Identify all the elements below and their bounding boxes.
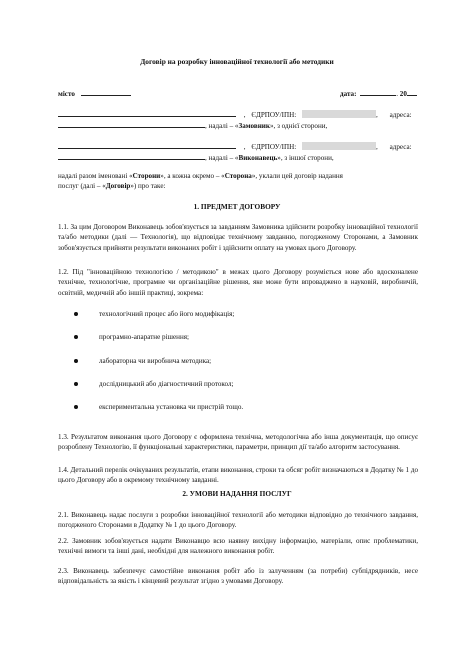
bullet-dot	[74, 312, 78, 316]
customer-address-label: адреса:	[389, 111, 412, 119]
customer-name-field[interactable]	[58, 109, 236, 117]
bullet-dot	[74, 382, 78, 386]
clause-2-3: 2.3. Виконавець забезпечує самостійне виконання робіт або із залученням (за потреби) субпідрядників, несе відповідальність за якість і кінцевий результат згідно з умовами Договору.	[58, 567, 418, 586]
bullet-dot	[74, 359, 78, 363]
date-year-prefix: 20	[399, 90, 407, 98]
date-separator: .	[396, 90, 398, 98]
section-1-heading: 1. ПРЕДМЕТ ДОГОВОРУ	[193, 202, 281, 211]
executor-address-field[interactable]	[58, 152, 205, 160]
executor-role: Виконавець	[238, 154, 278, 162]
executor-edrpou-field[interactable]	[302, 142, 376, 150]
executor-row-2: , надалі – «Виконавець», з іншої сторони,	[58, 152, 334, 163]
clause-1-4: 1.4. Детальний перелік очікуваних результатів, етапи виконання, строки та обсяг робіт визначаються в Додатку № 1 до цього Договору або в окремому технічному завданні.	[58, 466, 418, 485]
document-title: Договір на розробку інноваційної технології або методики	[140, 57, 334, 66]
customer-edrpou-label: ЄДРПОУ/ІПН:	[251, 111, 297, 119]
bullet-dot	[74, 335, 78, 339]
customer-row-1: , ЄДРПОУ/ІПН: , адреса:	[58, 109, 412, 120]
customer-role: Замовник	[238, 122, 270, 130]
executor-address-label: адреса:	[389, 143, 412, 151]
executor-row-1: , ЄДРПОУ/ІПН: , адреса:	[58, 141, 412, 152]
date-day-field[interactable]	[360, 88, 396, 96]
section-2-heading: 2. УМОВИ НАДАННЯ ПОСЛУГ	[182, 489, 292, 498]
date-label: дата:	[340, 90, 357, 98]
preamble-line-1: надалі разом іменовані «Сторони», а кожна окремо – «Сторона», уклали цей договір надання	[58, 172, 343, 180]
customer-row-2: , надалі – «Замовник», з однієї сторони,	[58, 120, 327, 131]
document-page: Договір на розробку інноваційної технології або методики місто дата: . 20 , ЄДРПОУ/ІПН: , адреса: , надалі – «Замовник», з однієї сторони, , ЄДРПОУ/ІПН: , адреса: , надалі – «Виконавець», з іншої сторони, надалі разом іменовані «Сторони», а кожна окремо – «Сторона», уклали цей договір надання послуг (далі – «Договір») про таке: 1. ПРЕДМЕТ ДОГОВОРУ 1.1. За цим Договором Виконавець зобов'язується за завданням Замовника здійснити розробку інноваційної технології та/або методики (далі — Технологія), що відповідає технічному завданню, погодженому Сторонами, а Замовник зобов'язується прийняти результати виконаних робіт і здійснити оплату на умовах цього Договору. 1.2. Під "інноваційною технологією / методикою" в межах цього Договору розуміється нове або вдосконалене технічне, технологічне, програмне чи організаційне рішення, яке може бути впроваджено в науковій, виробничій, освітній, медичній або іншій практиці, зокрема: технологічний процес або його модифікація; програмно-апаратне рішення; лабораторна чи виробнича методика; дослідницький або діагностичний протокол; експериментальна установка чи пристрій тощо. 1.3. Результатом виконання цього Договору є оформлена технічна, методологічна або інша документація, що описує розроблену Технологію, її функціональні характеристики, параметри, принцип дії та/або алгоритм застосування. 1.4. Детальний перелік очікуваних результатів, етапи виконання, строки та обсяг робіт визначаються в Додатку № 1 до цього Договору або в окремому технічному завданні. 2. УМОВИ НАДАННЯ ПОСЛУГ 2.1. Виконавець надає послуги з розробки інноваційної технології або методики відповідно до технічного завдання, погодженого Сторонами в Додатку № 1 до цього Договору. 2.2. Замовник зобов'язується надати Виконавцю всю наявну вихідну інформацію, матеріали, опис проблематики, технічні вимоги та інші дані, необхідні для належного виконання робіт. 2.3. Виконавець забезпечує самостійне виконання робіт або із залученням (за потреби) субпідрядників, несе відповідальність за якість і кінцевий результат згідно з умовами Договору.	[0, 0, 474, 670]
preamble-line-2: послуг (далі – «Договір») про таке:	[58, 182, 166, 190]
customer-address-field[interactable]	[58, 120, 205, 128]
executor-edrpou-label: ЄДРПОУ/ІПН:	[251, 143, 297, 151]
date-row	[340, 88, 417, 99]
city-row	[58, 88, 131, 99]
city-field[interactable]	[81, 88, 131, 96]
date-year-field[interactable]	[407, 88, 417, 96]
clause-1-1: 1.1. За цим Договором Виконавець зобов'язується за завданням Замовника здійснити розробку інноваційної технології та/або методики (далі — Технологія), що відповідає технічному завданню, погодженому Сторонами, а Замовник зобов'язується прийняти результати виконаних робіт і здійснити оплату на умовах цього Договору.	[58, 223, 418, 252]
clause-1-3: 1.3. Результатом виконання цього Договору є оформлена технічна, методологічна або інша документація, що описує розроблену Технологію, її функціональні характеристики, параметри, принцип дії та/або алгоритм застосування.	[58, 433, 418, 452]
executor-name-field[interactable]	[58, 141, 236, 149]
bullet-dot	[74, 405, 78, 409]
clause-2-1: 2.1. Виконавець надає послуги з розробки інноваційної технології або методики відповідно до технічного завдання, погодженого Сторонами в Додатку № 1 до цього Договору.	[58, 511, 418, 530]
city-label: місто	[58, 90, 75, 98]
clause-2-2: 2.2. Замовник зобов'язується надати Виконавцю всю наявну вихідну інформацію, матеріали, опис проблематики, технічні вимоги та інші дані, необхідні для належного виконання робіт.	[58, 537, 418, 556]
clause-1-2: 1.2. Під "інноваційною технологією / методикою" в межах цього Договору розуміється нове або вдосконалене технічне, технологічне, програмне чи організаційне рішення, яке може бути впроваджено в науковій, виробничій, освітній, медичній або іншій практиці, зокрема:	[58, 268, 418, 297]
customer-edrpou-field[interactable]	[302, 110, 376, 118]
